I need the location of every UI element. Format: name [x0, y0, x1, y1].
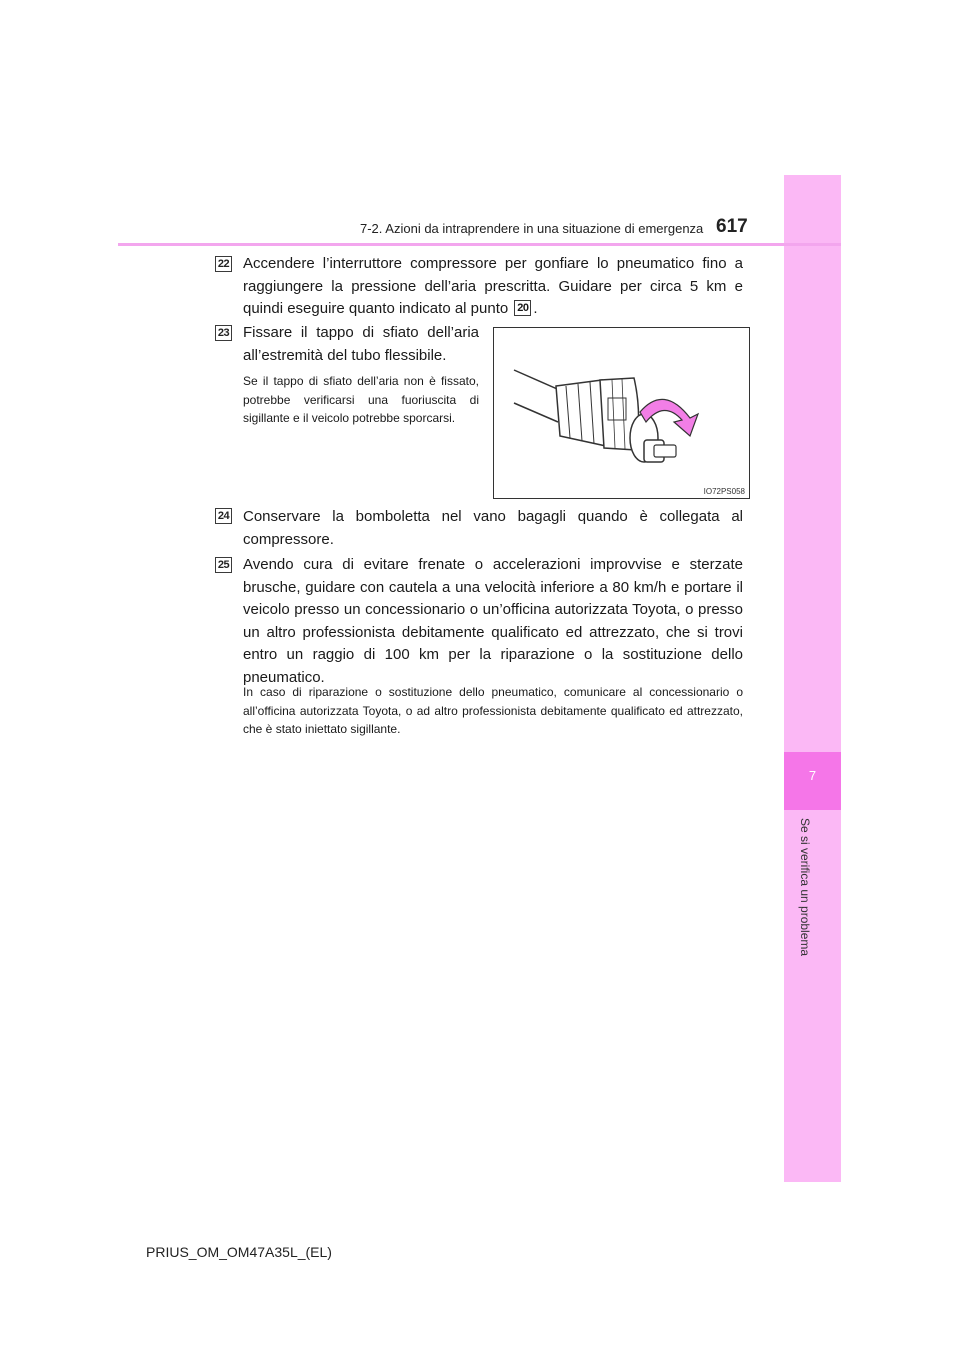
- step-24-text: Conservare la bomboletta nel vano bagagli quando è collegata al compressore.: [243, 508, 743, 548]
- step-22-text: [243, 253, 743, 321]
- step-ref-20[interactable]: 20: [514, 300, 531, 316]
- illustration-air-vent-cap: [493, 327, 750, 499]
- step-23-note: Se il tappo di sfiato dell’aria non è fissato, potrebbe verificarsi una fuoriuscita di sigillante e il veicolo potrebbe sporcarsi.: [243, 374, 479, 425]
- step-22-end: .: [533, 300, 538, 317]
- page-number: 617: [716, 216, 748, 237]
- step-number-25: 25: [215, 557, 232, 573]
- step-25-note: In caso di riparazione o sostituzione dello pneumatico, comunicare al concessionario o all’officina autorizzata Toyota, o ad altro professionista debitamente qualificato ed attrezzato, che è stato iniettato sigillante.: [243, 685, 743, 736]
- figure-code: IO72PS058: [703, 487, 745, 496]
- step-22-body: Accendere l’interruttore compressore per gonfiare lo pneumatico fino a raggiungere la pressione dell’aria prescritta. Guidare per circa 5 km e quindi eseguire quanto indicato al punto: [243, 255, 743, 317]
- step-number-24: 24: [215, 508, 232, 524]
- hose-line-bottom: [514, 403, 558, 422]
- chapter-side-tab: [784, 175, 841, 1182]
- nozzle-end: [654, 445, 676, 457]
- document-footer: PRIUS_OM_OM47A35L_(EL): [146, 1244, 332, 1260]
- step-23-text: Fissare il tappo di sfiato dell’aria all’estremità del tubo flessibile.: [243, 324, 479, 364]
- chapter-number: 7: [808, 768, 817, 783]
- header-rule: [118, 243, 841, 246]
- chapter-label: Se si verifica un problema: [798, 818, 812, 957]
- step-number-22: 22: [215, 256, 232, 272]
- section-title: 7-2. Azioni da intraprendere in una situazione di emergenza: [360, 221, 704, 236]
- tube-body: [556, 380, 606, 446]
- step-25-text: Avendo cura di evitare frenate o accelerazioni improvvise e sterzate brusche, guidare con cautela a una velocità inferiore a 80 km/h e portare il veicolo presso un concessionario o un’officina autorizzata Toyota, o presso un altro professionista debitamente qualificato ed attrezzato, che si trovi entro un raggio di 100 km per la riparazione o la sostituzione dello pneumatico.: [243, 556, 743, 686]
- step-number-23: 23: [215, 325, 232, 341]
- air-vent-cap-drawing: [494, 328, 749, 498]
